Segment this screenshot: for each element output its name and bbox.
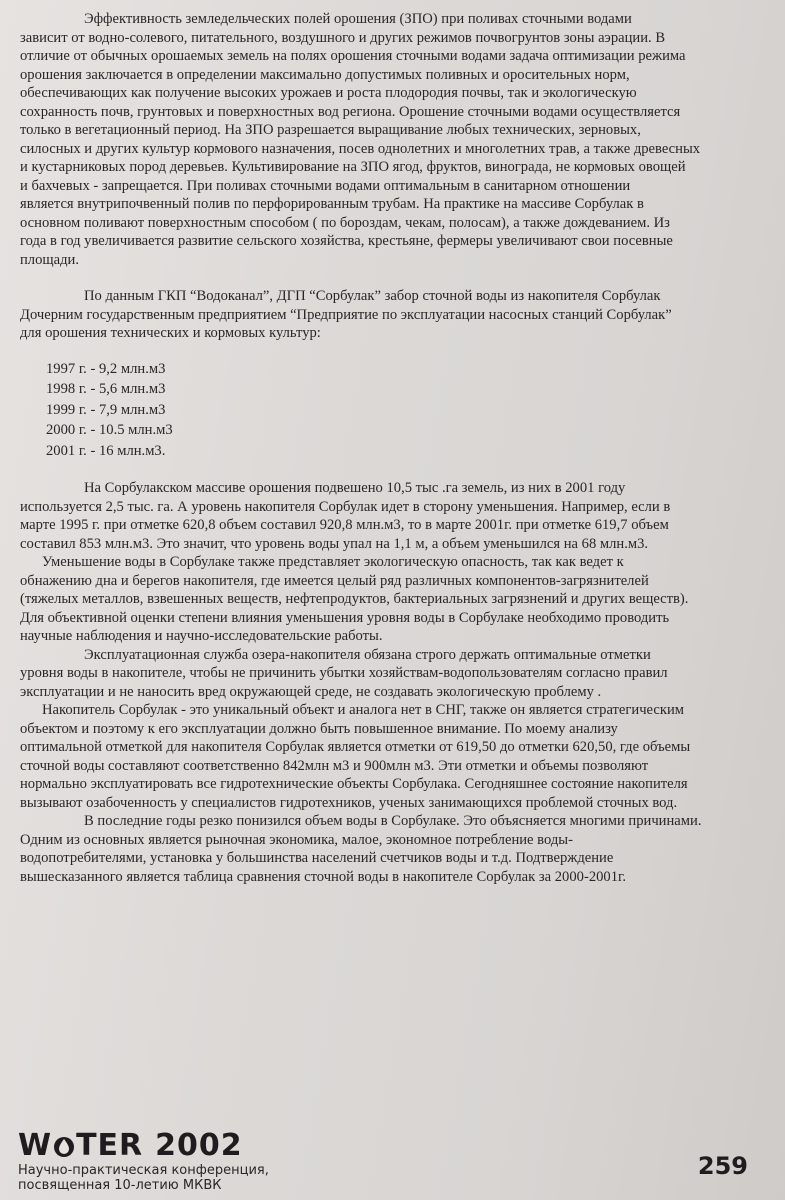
paragraph-sorbulak-level — [20, 479, 770, 553]
text-line: нормально эксплуатировать все гидротехнические объекты Сорбулака. Сегодняшнее состояние накопителя — [20, 776, 688, 792]
text-line: научные наблюдения и научно-исследовательские работы. — [20, 628, 383, 644]
conference-line: посвященная 10-летию МКВК — [18, 1178, 222, 1193]
logo-text: TER — [76, 1128, 144, 1163]
text-line: вызывают озабоченность у специалистов гидротехников, ученых занимающихся проблемой сточных вод. — [20, 794, 678, 811]
text-line: (тяжелых металлов, взвешенных веществ, нефтепродуктов, бактериальных загрязнений и других веществ). — [20, 591, 689, 607]
text-line: Эксплуатационная служба озера-накопителя обязана строго держать оптимальные отметки — [84, 646, 651, 663]
text-line: только в вегетационный период. На ЗПО разрешается выращивание любых технических, зерновых, — [20, 122, 641, 138]
text-line: основном поливают поверхностным способом ( по бороздам, чекам, полосам), а также дождеванием. Из — [20, 214, 670, 231]
text-line: эксплуатации и не наносить вред окружающей среде, не создавать экологическую проблему . — [20, 683, 602, 700]
list-item: 1998 г. - 5,6 млн.м3 — [46, 381, 166, 397]
text-line: В последние годы резко понизился объем воды в Сорбулаке. Это объясняется многими причинами. — [84, 813, 702, 829]
conference-caption — [18, 1163, 778, 1193]
text-line: Накопитель Сорбулак - это уникальный объект и аналога нет в СНГ, также он является стратегическим — [42, 702, 684, 718]
text-line: Дочерним государственным предприятием “Предприятие по эксплуатации насосных станций Сорбулак” — [20, 306, 672, 323]
logo-year: 2002 — [155, 1128, 243, 1163]
text-line: Одним из основных является рыночная экономика, малое, экономное потребление воды- — [20, 831, 573, 848]
text-line: На Сорбулакском массиве орошения подвешено 10,5 тыс .га земель, из них в 2001 году — [84, 480, 626, 496]
text-line: орошения заключается в определении максимально допустимых поливных и оросительных норм, — [20, 66, 630, 83]
text-line: года в год увеличивается развитие сельского хозяйства, крестьяне, фермеры увеличивают свои посевные — [20, 233, 673, 249]
text-line: обнажению дна и берегов накопителя, где имеется целый ряд различных компонентов-загрязнителей — [20, 572, 649, 589]
text-line: оптимальной отметкой для накопителя Сорбулак является отметки от 619,50 до отметки 620,50, где объемы — [20, 739, 691, 755]
text-line: используется 2,5 тыс. га. А уровень накопителя Сорбулак идет в сторону уменьшения. Например, если в — [20, 498, 671, 515]
list-item: 1999 г. - 7,9 млн.м3 — [46, 401, 166, 418]
text-line: и бахчевых - запрещается. При поливах сточными водами оптимальным в санитарном отношении — [20, 177, 631, 194]
paragraph-irrigation-efficiency — [20, 10, 770, 269]
text-line: водопотребителями, установка у большинства населений счетчиков воды и т.д. Подтверждение — [20, 850, 614, 866]
text-line: для орошения технических и кормовых культур: — [20, 325, 321, 341]
logo-letter-w: W — [18, 1128, 53, 1163]
list-item: 2001 г. - 16 млн.м3. — [46, 442, 166, 459]
water-volume-list — [46, 359, 770, 462]
text-line: зависит от водно-солевого, питательного, воздушного и других режимов почвогрунтов зоны аэрации. В — [20, 29, 666, 46]
text-line: составил 853 млн.м3. Это значит, что уровень воды упал на 1,1 м, а объем уменьшился на 68 млн.м3. — [20, 535, 649, 552]
text-line: сточной воды составляют соответственно 842млн м3 и 900млн м3. Эти отметки и объемы позволяют — [20, 757, 649, 774]
paragraph-ecological-danger — [20, 553, 770, 646]
article-body — [20, 10, 770, 886]
text-line: и кустарниковых пород деревьев. Культивирование на ЗПО ягод, фруктов, винограда, не кормовых овощей — [20, 159, 686, 175]
list-item: 2000 г. - 10.5 млн.м3 — [46, 422, 173, 438]
water-drop-icon — [53, 1133, 75, 1159]
text-line: площади. — [20, 251, 79, 268]
paragraph-unique-object — [20, 701, 770, 812]
paragraph-operations-service — [20, 646, 770, 702]
page-number: 259 — [697, 1152, 748, 1180]
text-line: Для объективной оценки степени влияния уменьшения уровня воды в Сорбулаке необходимо проводить — [20, 609, 670, 626]
text-line: марте 1995 г. при отметке 620,8 объем составил 920,8 млн.м3, то в марте 2001г. при отметке 619,7 объем — [20, 517, 669, 533]
page-footer — [18, 1130, 778, 1200]
water-2002-logo — [18, 1130, 778, 1162]
text-line: отличие от обычных орошаемых земель на полях орошения сточными водами задача оптимизации режима — [20, 48, 686, 64]
text-line: сохранность почв, грунтовых и поверхностных вод региона. Орошение сточными водами осуществляется — [20, 103, 681, 120]
list-item: 1997 г. - 9,2 млн.м3 — [46, 360, 166, 377]
paragraph-recent-decline — [20, 812, 770, 886]
paragraph-vodokanal-data — [20, 287, 770, 343]
text-line: объектом и поэтому к его эксплуатации должно быть повышенное внимание. По моему анализу — [20, 720, 618, 737]
conference-line: Научно-практическая конференция, — [18, 1163, 269, 1178]
text-line: Уменьшение воды в Сорбулаке также представляет экологическую опасность, так как ведет к — [42, 554, 624, 570]
text-line: По данным ГКП “Водоканал”, ДГП “Сорбулак” забор сточной воды из накопителя Сорбулак — [84, 288, 661, 304]
text-line: вышесказанного является таблица сравнения сточной воды в накопителе Сорбулак за 2000-2001г. — [20, 868, 626, 885]
text-line: силосных и других культур кормового назначения, посев однолетних и многолетних трав, а также древесных — [20, 140, 701, 157]
text-line: обеспечивающих как получение высоких урожаев и роста плодородия почвы, так и экологическую — [20, 85, 637, 101]
text-line: уровня воды в накопителе, чтобы не причинить убытки хозяйствам-водопользователям согласно правил — [20, 665, 668, 681]
text-line: является внутрипочвенный полив по перфорированным трубам. На практике на массиве Сорбулак в — [20, 196, 644, 212]
text-line: Эффективность земледельческих полей орошения (ЗПО) при поливах сточными водами — [84, 11, 632, 27]
